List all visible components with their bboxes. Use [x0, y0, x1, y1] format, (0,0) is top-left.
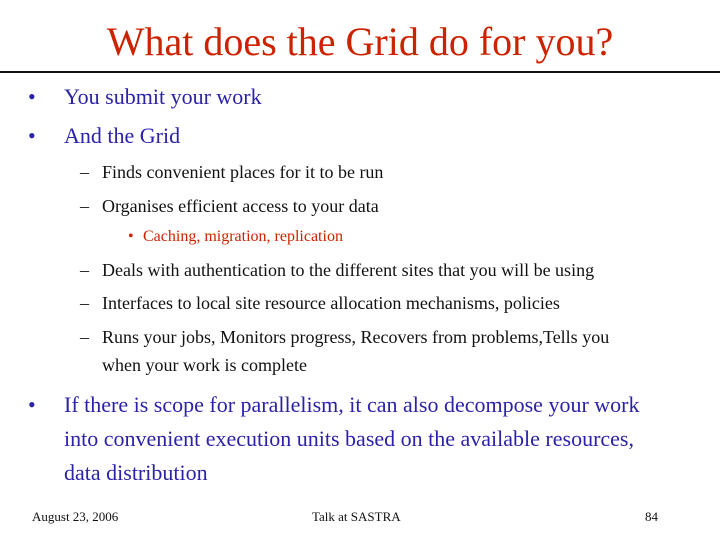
sub-sub-item-text: Caching, migration, replication	[143, 228, 343, 245]
bullet-marker: •	[128, 228, 134, 245]
dash-marker: –	[80, 327, 89, 347]
sub-item-text: Deals with authentication to the different sites that you will be using	[102, 260, 595, 280]
dash-marker: –	[80, 293, 89, 313]
bullet-text-continued: data distribution	[64, 460, 208, 485]
sub-item-text-continued: when your work is complete	[102, 355, 307, 375]
bullet-text: And the Grid	[64, 123, 181, 148]
footer-event: Talk at SASTRA	[312, 509, 401, 524]
bullet-marker: •	[28, 84, 36, 109]
bullet-text-continued: into convenient execution units based on the available resources,	[64, 426, 634, 451]
footer-date: August 23, 2006	[32, 509, 119, 524]
slide-title: What does the Grid do for you?	[106, 19, 614, 64]
dash-marker: –	[80, 162, 89, 182]
page-number: 84	[645, 509, 658, 524]
bullet-marker: •	[28, 123, 36, 148]
title-divider	[0, 71, 720, 73]
sub-item-text: Organises efficient access to your data	[102, 196, 379, 216]
bullet-marker: •	[28, 392, 36, 417]
sub-item-text: Interfaces to local site resource allocation mechanisms, policies	[102, 293, 560, 313]
bullet-text: If there is scope for parallelism, it can also decompose your work	[64, 392, 640, 417]
sub-item-text: Finds convenient places for it to be run	[102, 162, 384, 182]
dash-marker: –	[80, 196, 89, 216]
bullet-text: You submit your work	[64, 84, 262, 109]
dash-marker: –	[80, 260, 89, 280]
sub-item-text: Runs your jobs, Monitors progress, Recovers from problems,Tells you	[102, 327, 610, 347]
